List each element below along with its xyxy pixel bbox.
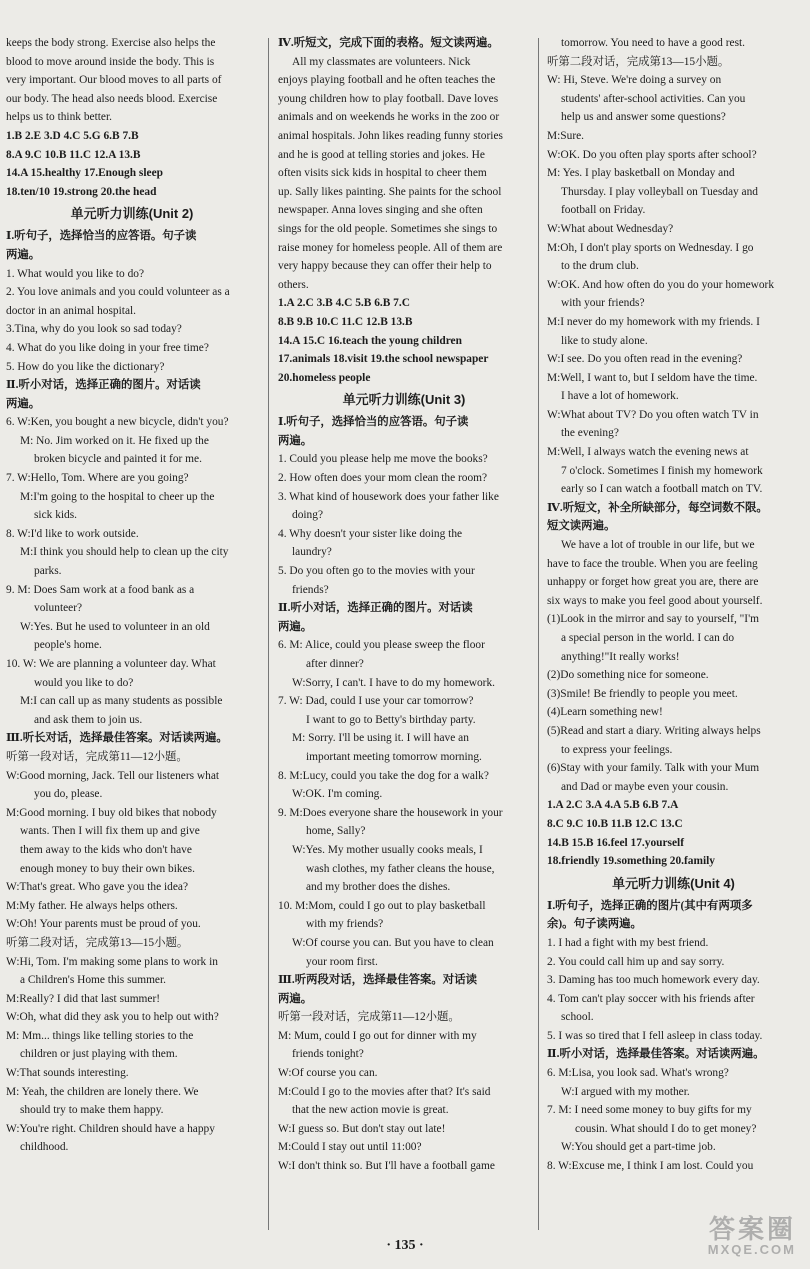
section-heading: 单元听力训练(Unit 3) bbox=[342, 392, 466, 408]
text-line: newspaper. Anna loves singing and she often bbox=[278, 204, 483, 217]
text-line: 两遍。 bbox=[278, 992, 313, 1005]
text-line: Ⅱ.听小对话，选择最佳答案。对话读两遍。 bbox=[547, 1048, 765, 1061]
text-line: W:OK. I'm coming. bbox=[292, 788, 383, 801]
text-line: 10. M:Mom, could I go out to play basketball bbox=[278, 899, 486, 912]
right-column bbox=[547, 34, 800, 1176]
text-line: (6)Stay with your family. Talk with your Mum bbox=[547, 762, 760, 775]
text-line: enough money to buy their own bikes. bbox=[20, 862, 195, 875]
section-heading: 单元听力训练(Unit 4) bbox=[612, 875, 735, 891]
text-line: M: Mm... things like telling stories to the bbox=[6, 1029, 194, 1042]
text-line: would you like to do? bbox=[34, 676, 134, 689]
text-line: Ⅱ.听小对话，选择正确的图片。对话读 bbox=[278, 602, 473, 615]
text-line: 2. You could call him up and say sorry. bbox=[547, 955, 725, 968]
text-line: 17.animals 18.visit 19.the school newspaper bbox=[278, 353, 489, 366]
text-line: I have a lot of homework. bbox=[561, 390, 679, 403]
text-line: W:That's great. Who gave you the idea? bbox=[6, 881, 189, 894]
watermark-url: MXQE.COM bbox=[707, 1242, 796, 1257]
text-line: 6. M:Lisa, you look sad. What's wrong? bbox=[547, 1067, 729, 1080]
text-line: raise money for homeless people. All of them are bbox=[278, 241, 503, 254]
middle-column bbox=[278, 34, 530, 1176]
text-line: doctor in an animal hospital. bbox=[6, 304, 137, 317]
text-line: Ⅱ.听小对话，选择正确的图片。对话读 bbox=[6, 379, 201, 392]
text-line: 8. M:Lucy, could you take the dog for a walk? bbox=[278, 769, 489, 782]
text-line: (4)Learn something new! bbox=[547, 706, 663, 719]
text-line: (1)Look in the mirror and say to yourself, "I'm bbox=[547, 613, 760, 626]
text-line: home, Sally? bbox=[306, 825, 366, 838]
text-line: your room first. bbox=[306, 955, 378, 968]
text-line: 两遍。 bbox=[6, 397, 41, 410]
text-line: W:Good morning, Jack. Tell our listeners what bbox=[6, 769, 220, 782]
text-line: 18.friendly 19.something 20.family bbox=[547, 855, 716, 868]
text-line: 14.A 15.healthy 17.Enough sleep bbox=[6, 167, 163, 180]
text-line: M:Oh, I don't play sports on Wednesday. I go bbox=[547, 241, 754, 254]
text-line: with your friends? bbox=[561, 297, 645, 310]
text-line: 14.A 15.C 16.teach the young children bbox=[278, 334, 462, 347]
text-line: children or just playing with them. bbox=[20, 1048, 178, 1061]
text-line: keeps the body strong. Exercise also helps the bbox=[6, 37, 216, 49]
text-line: and ask them to join us. bbox=[34, 713, 143, 726]
text-line: our body. The head also needs blood. Exercise bbox=[6, 92, 218, 105]
text-line: 4. Why doesn't your sister like doing the bbox=[278, 527, 463, 540]
text-line: 18.ten/10 19.strong 20.the head bbox=[6, 185, 157, 198]
text-line: animals and on weekends he works in the zoo or bbox=[278, 111, 500, 124]
text-line: (5)Read and start a diary. Writing always helps bbox=[547, 724, 761, 737]
text-line: to the drum club. bbox=[561, 260, 639, 273]
text-line: 4. Tom can't play soccer with his friends after bbox=[547, 992, 755, 1005]
text-line: blood to move around inside the body. This is bbox=[6, 55, 215, 68]
text-line: you do, please. bbox=[34, 788, 103, 801]
text-line: important meeting tomorrow morning. bbox=[306, 750, 482, 763]
text-line: W:I see. Do you often read in the evening? bbox=[547, 353, 743, 366]
text-line: M:I can call up as many students as possible bbox=[20, 695, 223, 708]
text-line: 两遍。 bbox=[278, 434, 313, 447]
text-line: 2. How often does your mom clean the room? bbox=[278, 472, 488, 485]
text-line: wash clothes, my father cleans the house, bbox=[306, 862, 495, 875]
text-line: like to study alone. bbox=[561, 334, 648, 347]
text-line: 听第一段对话，完成第11—12小题。 bbox=[278, 1011, 460, 1024]
text-line: 9. M: Does Sam work at a food bank as a bbox=[6, 583, 195, 596]
text-line: help us and answer some questions? bbox=[561, 111, 726, 124]
text-line: 短文读两遍。 bbox=[547, 520, 616, 533]
text-line: should try to make them happy. bbox=[20, 1104, 164, 1117]
text-line: W:OK. Do you often play sports after school? bbox=[547, 148, 757, 161]
text-line: M: Mum, could I go out for dinner with my bbox=[278, 1029, 477, 1042]
text-line: 听第二段对话，完成第13—15小题。 bbox=[547, 55, 730, 68]
text-line: W:Of course you can. But you have to clean bbox=[292, 936, 494, 949]
text-line: 5. How do you like the dictionary? bbox=[6, 360, 165, 373]
text-line: W:You should get a part-time job. bbox=[561, 1141, 716, 1154]
text-line: 听第二段对话，完成第13—15小题。 bbox=[6, 936, 189, 949]
text-line: 8.A 9.C 10.B 11.C 12.A 13.B bbox=[6, 148, 141, 161]
text-line: 10. W: We are planning a volunteer day. What bbox=[6, 658, 216, 670]
text-line: 8.B 9.B 10.C 11.C 12.B 13.B bbox=[278, 315, 413, 328]
text-line: We have a lot of trouble in our life, but we bbox=[561, 539, 755, 552]
text-line: helps us to think better. bbox=[6, 111, 112, 124]
text-line: 5. I was so tired that I fell asleep in class today. bbox=[547, 1029, 763, 1042]
text-line: wants. Then I will fix them up and give bbox=[20, 825, 200, 838]
text-line: 6. W:Ken, you bought a new bicycle, didn't you? bbox=[6, 416, 229, 429]
text-line: sings for the old people. Sometimes she sings to bbox=[278, 222, 498, 235]
text-line: M:Well, I always watch the evening news at bbox=[547, 446, 749, 459]
watermark-text: 答案圈 bbox=[708, 1214, 796, 1244]
text-line: W:Of course you can. bbox=[278, 1067, 378, 1080]
text-line: M: Yes. I play basketball on Monday and bbox=[547, 167, 735, 180]
text-line: after dinner? bbox=[306, 658, 364, 670]
text-line: W:Sorry, I can't. I have to do my homework. bbox=[292, 676, 496, 689]
text-line: M: No. Jim worked on it. He fixed up the bbox=[20, 434, 209, 447]
text-line: Ⅰ.听句子，选择正确的图片(其中有两项多 bbox=[547, 899, 753, 912]
text-line: M:My father. He always helps others. bbox=[6, 899, 178, 912]
text-line: Ⅲ.听两段对话，选择最佳答案。对话读 bbox=[278, 974, 477, 987]
text-line: 8.C 9.C 10.B 11.B 12.C 13.C bbox=[547, 817, 683, 830]
text-line: the evening? bbox=[561, 427, 619, 440]
text-line: 1.A 2.C 3.B 4.C 5.B 6.B 7.C bbox=[278, 297, 410, 310]
text-line: and he is good at telling stories and jokes. He bbox=[278, 148, 485, 161]
text-line: very important. Our blood moves to all parts of bbox=[6, 74, 222, 87]
text-line: six ways to make you feel good about yourself. bbox=[547, 594, 763, 607]
text-line: M: Sorry. I'll be using it. I will have an bbox=[292, 732, 469, 745]
text-line: football on Friday. bbox=[561, 204, 646, 217]
text-line: W:What about TV? Do you often watch TV in bbox=[547, 408, 759, 421]
text-line: M:Well, I want to, but I seldom have the time. bbox=[547, 371, 758, 384]
text-line: with my friends? bbox=[306, 918, 384, 931]
text-line: to express your feelings. bbox=[561, 743, 673, 756]
text-line: 3. Daming has too much homework every day. bbox=[547, 974, 760, 987]
text-line: 6. M: Alice, could you please sweep the floor bbox=[278, 639, 485, 652]
text-line: 7. M: I need some money to buy gifts for my bbox=[547, 1104, 752, 1117]
text-line: up. Sally likes painting. She paints for the school bbox=[278, 185, 502, 198]
text-line: broken bicycle and painted it for me. bbox=[34, 453, 202, 466]
text-line: W:What about Wednesday? bbox=[547, 222, 674, 235]
text-line: Thursday. I play volleyball on Tuesday and bbox=[561, 185, 758, 198]
text-line: 7 o'clock. Sometimes I finish my homework bbox=[561, 464, 763, 477]
text-line: and my brother does the dishes. bbox=[306, 881, 451, 894]
left-column bbox=[6, 34, 258, 1157]
text-line: W:Yes. But he used to volunteer in an old bbox=[20, 620, 210, 633]
text-line: 1. What would you like to do? bbox=[6, 267, 145, 280]
text-line: Ⅰ.听句子，选择恰当的应答语。句子读 bbox=[6, 230, 197, 243]
page-number: · 135 · bbox=[386, 1238, 424, 1253]
text-line: 3. What kind of housework does your father like bbox=[278, 490, 499, 503]
text-line: 8. W:Excuse me, I think I am lost. Could you bbox=[547, 1160, 754, 1173]
text-line: 7. W: Dad, could I use your car tomorrow? bbox=[278, 695, 474, 708]
text-line: W: Hi, Steve. We're doing a survey on bbox=[547, 74, 722, 87]
text-line: 1.A 2.C 3.A 4.A 5.B 6.B 7.A bbox=[547, 799, 679, 812]
column-divider bbox=[268, 38, 269, 1230]
text-line: cousin. What should I do to get money? bbox=[575, 1122, 757, 1135]
text-line: M:I'm going to the hospital to cheer up the bbox=[20, 490, 215, 503]
text-line: them away to the kids who don't have bbox=[20, 843, 192, 856]
text-line: childhood. bbox=[20, 1141, 69, 1154]
text-line: W:You're right. Children should have a happy bbox=[6, 1122, 215, 1135]
text-line: and Dad or maybe even your cousin. bbox=[561, 780, 729, 793]
text-line: W:Oh, what did they ask you to help out with? bbox=[6, 1011, 219, 1024]
text-line: M:Sure. bbox=[547, 129, 585, 142]
text-line: 14.B 15.B 16.feel 17.yourself bbox=[547, 836, 684, 849]
text-line: W:Oh! Your parents must be proud of you. bbox=[6, 918, 201, 931]
text-line: others. bbox=[278, 278, 309, 291]
text-line: parks. bbox=[34, 565, 62, 578]
text-line: M:Could I stay out until 11:00? bbox=[278, 1141, 422, 1154]
text-line: 4. What do you like doing in your free time? bbox=[6, 341, 209, 354]
text-line: 7. W:Hello, Tom. Where are you going? bbox=[6, 472, 189, 485]
text-line: young children how to play football. Dave loves bbox=[278, 92, 499, 105]
text-line: 5. Do you often go to the movies with your bbox=[278, 565, 475, 578]
text-line: W:OK. And how often do you do your homework bbox=[547, 278, 775, 291]
text-line: 2. You love animals and you could volunteer as a bbox=[6, 286, 230, 299]
text-line: W:I guess so. But don't stay out late! bbox=[278, 1122, 446, 1135]
text-line: M:Good morning. I buy old bikes that nobody bbox=[6, 806, 217, 819]
text-line: laundry? bbox=[292, 546, 332, 559]
column-divider bbox=[538, 38, 539, 1230]
text-line: Ⅳ.听短文，补全所缺部分，每空词数不限。 bbox=[547, 501, 768, 514]
text-line: people's home. bbox=[34, 639, 102, 652]
text-line: 两遍。 bbox=[6, 248, 41, 261]
text-line: W:That sounds interesting. bbox=[6, 1067, 129, 1080]
text-line: often visits sick kids in hospital to cheer them bbox=[278, 167, 487, 180]
text-line: tomorrow. You need to have a good rest. bbox=[561, 37, 746, 49]
text-line: friends tonight? bbox=[292, 1048, 364, 1061]
text-line: unhappy or forget how great you are, there are bbox=[547, 576, 759, 589]
text-line: friends? bbox=[292, 583, 329, 596]
text-line: Ⅲ.听长对话，选择最佳答案。对话读两遍。 bbox=[6, 732, 228, 745]
text-line: M:Really? I did that last summer! bbox=[6, 992, 161, 1005]
text-line: M: Yeah, the children are lonely there. We bbox=[6, 1085, 199, 1098]
text-line: 9. M:Does everyone share the housework in your bbox=[278, 806, 503, 819]
text-line: volunteer? bbox=[34, 602, 83, 615]
text-line: 1.B 2.E 3.D 4.C 5.G 6.B 7.B bbox=[6, 129, 139, 142]
text-line: W:I don't think so. But I'll have a football game bbox=[278, 1160, 495, 1173]
text-line: that the new action movie is great. bbox=[292, 1104, 449, 1117]
watermark-logo bbox=[708, 1215, 796, 1257]
text-line: (3)Smile! Be friendly to people you meet. bbox=[547, 687, 738, 700]
text-line: W:Hi, Tom. I'm making some plans to work in bbox=[6, 955, 218, 968]
text-line: M:I think you should help to clean up the city bbox=[20, 546, 229, 559]
text-line: doing? bbox=[292, 509, 324, 522]
text-line: very happy because they can offer their help to bbox=[278, 260, 492, 273]
text-line: M:I never do my homework with my friends. I bbox=[547, 315, 760, 328]
text-line: (2)Do something nice for someone. bbox=[547, 669, 709, 682]
text-line: a Children's Home this summer. bbox=[20, 974, 167, 987]
text-line: students' after-school activities. Can you bbox=[561, 92, 746, 105]
text-line: 两遍。 bbox=[278, 620, 313, 633]
text-line: sick kids. bbox=[34, 509, 78, 522]
text-line: Ⅰ.听句子，选择恰当的应答语。句子读 bbox=[278, 416, 469, 429]
text-line: W:Yes. My mother usually cooks meals, I bbox=[292, 843, 483, 856]
text-line: have to face the trouble. When you are feeling bbox=[547, 557, 758, 570]
text-line: anything!"It really works! bbox=[561, 650, 680, 663]
text-line: M:Could I go to the movies after that? It's said bbox=[278, 1085, 491, 1098]
text-line: All my classmates are volunteers. Nick bbox=[292, 55, 471, 68]
section-heading: 单元听力训练(Unit 2) bbox=[70, 206, 194, 222]
text-line: 3.Tina, why do you look so sad today? bbox=[6, 323, 182, 336]
text-line: 听第一段对话，完成第11—12小题。 bbox=[6, 750, 188, 763]
text-line: 8. W:I'd like to work outside. bbox=[6, 527, 139, 540]
text-line: animal hospitals. John likes reading funny stories bbox=[278, 129, 503, 142]
text-line: 余)。句子读两遍。 bbox=[547, 918, 642, 931]
text-line: W:I argued with my mother. bbox=[561, 1085, 690, 1098]
text-line: a special person in the world. I can do bbox=[561, 632, 735, 644]
text-line: 1. I had a fight with my best friend. bbox=[547, 936, 709, 949]
text-line: early so I can watch a football match on TV. bbox=[561, 483, 763, 496]
text-line: I want to go to Betty's birthday party. bbox=[306, 713, 476, 726]
text-line: 20.homeless people bbox=[278, 371, 371, 384]
text-line: enjoys playing football and he often teaches the bbox=[278, 74, 496, 87]
text-line: Ⅳ.听短文，完成下面的表格。短文读两遍。 bbox=[278, 37, 499, 49]
text-line: 1. Could you please help me move the books? bbox=[278, 453, 488, 466]
text-line: school. bbox=[561, 1011, 594, 1024]
